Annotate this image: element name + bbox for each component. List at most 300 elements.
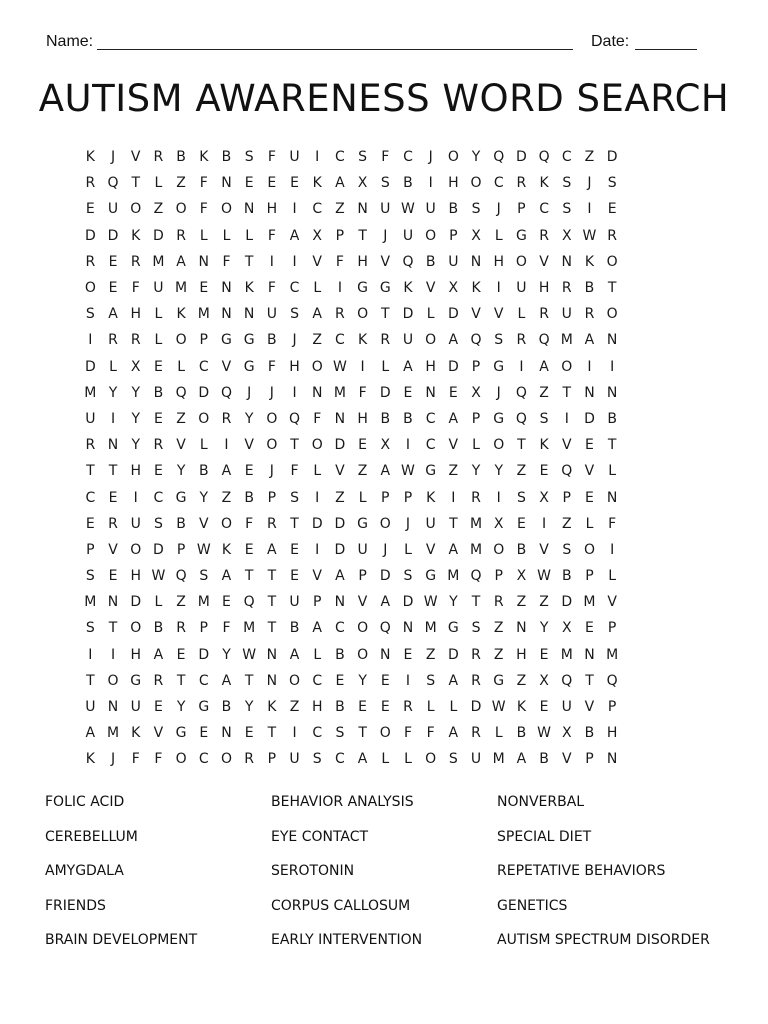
grid-cell[interactable]: E [85, 515, 95, 532]
grid-cell[interactable]: V [561, 437, 572, 454]
grid-cell[interactable]: Z [221, 489, 232, 506]
grid-cell[interactable]: E [153, 463, 163, 480]
grid-cell[interactable]: I [292, 201, 297, 218]
grid-cell[interactable]: F [222, 620, 231, 637]
grid-cell[interactable]: Q [515, 410, 527, 427]
grid-cell[interactable]: R [221, 410, 232, 427]
grid-cell[interactable]: E [108, 489, 118, 506]
grid-cell[interactable]: N [266, 646, 278, 663]
grid-cell[interactable]: U [402, 332, 414, 349]
grid-cell[interactable]: T [517, 437, 526, 454]
grid-cell[interactable]: B [335, 646, 345, 663]
grid-cell[interactable]: Q [379, 620, 391, 637]
grid-cell[interactable]: Z [584, 149, 595, 166]
grid-cell[interactable]: L [494, 227, 503, 244]
grid-cell[interactable]: Q [515, 384, 527, 401]
grid-cell[interactable]: Y [131, 384, 140, 401]
grid-cell[interactable]: D [379, 384, 391, 401]
grid-cell[interactable]: T [131, 175, 140, 192]
grid-cell[interactable]: J [110, 751, 116, 768]
grid-cell[interactable]: N [221, 175, 232, 192]
grid-cell[interactable]: K [221, 541, 232, 558]
grid-cell[interactable]: B [516, 725, 527, 742]
grid-cell[interactable]: W [401, 463, 415, 480]
grid-cell[interactable]: O [266, 410, 278, 427]
grid-cell[interactable]: E [267, 175, 277, 192]
grid-cell[interactable]: O [561, 358, 573, 375]
grid-cell[interactable]: A [312, 620, 322, 637]
grid-cell[interactable]: U [130, 699, 141, 716]
grid-cell[interactable]: Z [176, 594, 186, 611]
grid-cell[interactable]: X [471, 384, 481, 401]
grid-cell[interactable]: U [289, 594, 300, 611]
grid-cell[interactable]: K [199, 149, 209, 166]
grid-cell[interactable]: E [153, 699, 163, 716]
grid-cell[interactable]: N [606, 751, 618, 768]
grid-cell[interactable]: J [292, 332, 297, 349]
grid-cell[interactable]: K [584, 253, 595, 270]
grid-cell[interactable]: R [108, 515, 118, 532]
grid-cell[interactable]: F [403, 725, 412, 742]
grid-cell[interactable]: H [448, 175, 459, 192]
grid-cell[interactable]: N [606, 489, 618, 506]
grid-cell[interactable]: Z [335, 489, 345, 506]
grid-cell[interactable]: P [471, 410, 481, 427]
grid-cell[interactable]: J [496, 384, 501, 401]
grid-cell[interactable]: N [334, 410, 346, 427]
grid-cell[interactable]: S [199, 568, 209, 585]
grid-cell[interactable]: Q [402, 253, 414, 270]
grid-cell[interactable]: V [244, 437, 254, 454]
grid-cell[interactable]: H [538, 280, 550, 297]
grid-cell[interactable]: E [358, 699, 368, 716]
grid-cell[interactable]: L [313, 280, 322, 297]
grid-cell[interactable]: C [153, 489, 164, 506]
grid-cell[interactable]: A [289, 227, 300, 244]
grid-cell[interactable]: E [607, 201, 617, 218]
grid-cell[interactable]: V [493, 306, 504, 323]
grid-cell[interactable]: X [471, 227, 481, 244]
grid-cell[interactable]: H [289, 358, 300, 375]
grid-cell[interactable]: V [607, 594, 617, 611]
grid-cell[interactable]: D [153, 541, 164, 558]
grid-cell[interactable]: A [448, 725, 459, 742]
grid-cell[interactable]: S [471, 201, 481, 218]
grid-cell[interactable]: U [266, 306, 277, 323]
grid-cell[interactable]: R [516, 175, 527, 192]
grid-cell[interactable]: I [542, 515, 547, 532]
grid-cell[interactable]: N [380, 646, 391, 663]
grid-cell[interactable]: L [154, 175, 163, 192]
grid-cell[interactable]: K [131, 227, 141, 244]
grid-cell[interactable]: C [198, 751, 209, 768]
grid-cell[interactable]: D [334, 541, 346, 558]
grid-cell[interactable]: B [584, 280, 595, 297]
grid-cell[interactable]: T [86, 672, 95, 689]
grid-cell[interactable]: Q [243, 594, 255, 611]
grid-cell[interactable]: E [108, 280, 118, 297]
grid-cell[interactable]: N [266, 672, 278, 689]
grid-cell[interactable]: S [426, 672, 436, 689]
grid-cell[interactable]: M [469, 541, 483, 558]
grid-cell[interactable]: E [403, 646, 413, 663]
grid-cell[interactable]: V [539, 253, 549, 270]
grid-cell[interactable]: S [516, 489, 526, 506]
grid-cell[interactable]: E [516, 515, 526, 532]
grid-cell[interactable]: L [404, 541, 412, 558]
grid-cell[interactable]: V [584, 463, 595, 480]
grid-cell[interactable]: P [517, 201, 526, 218]
grid-cell[interactable]: P [471, 358, 481, 375]
grid-cell[interactable]: R [493, 594, 504, 611]
grid-cell[interactable]: R [471, 489, 481, 506]
grid-cell[interactable]: Y [494, 463, 503, 480]
grid-cell[interactable]: M [606, 646, 619, 663]
grid-cell[interactable]: S [244, 149, 254, 166]
grid-cell[interactable]: E [585, 489, 594, 506]
grid-cell[interactable]: L [472, 437, 480, 454]
grid-cell[interactable]: I [292, 384, 297, 401]
grid-cell[interactable]: D [561, 594, 573, 611]
grid-cell[interactable]: V [176, 437, 186, 454]
grid-cell[interactable]: N [561, 253, 573, 270]
grid-cell[interactable]: Z [539, 384, 549, 401]
grid-cell[interactable]: P [403, 489, 413, 506]
grid-cell[interactable]: S [562, 541, 572, 558]
grid-cell[interactable]: J [383, 541, 388, 558]
grid-cell[interactable]: F [290, 463, 299, 480]
grid-cell[interactable]: J [587, 175, 592, 192]
grid-cell[interactable]: B [403, 410, 413, 427]
grid-cell[interactable]: R [516, 332, 527, 349]
grid-cell[interactable]: C [425, 410, 436, 427]
grid-cell[interactable]: R [108, 332, 118, 349]
grid-cell[interactable]: F [608, 515, 617, 532]
grid-cell[interactable]: A [403, 358, 413, 375]
grid-cell[interactable]: L [404, 751, 412, 768]
grid-cell[interactable]: G [243, 332, 255, 349]
grid-cell[interactable]: E [222, 594, 231, 611]
grid-cell[interactable]: K [539, 437, 549, 454]
grid-cell[interactable]: Y [108, 384, 118, 401]
grid-cell[interactable]: U [289, 751, 300, 768]
grid-cell[interactable]: Y [199, 489, 209, 506]
grid-cell[interactable]: C [198, 672, 209, 689]
grid-cell[interactable]: E [290, 568, 299, 585]
grid-cell[interactable]: I [88, 332, 93, 349]
grid-cell[interactable]: L [358, 489, 367, 506]
grid-cell[interactable]: G [425, 568, 437, 585]
grid-cell[interactable]: C [335, 620, 345, 637]
grid-cell[interactable]: S [539, 410, 549, 427]
grid-cell[interactable]: V [312, 568, 322, 585]
grid-cell[interactable]: Z [335, 201, 345, 218]
grid-cell[interactable]: D [516, 149, 527, 166]
grid-cell[interactable]: U [85, 410, 96, 427]
grid-cell[interactable]: P [176, 541, 186, 558]
grid-cell[interactable]: L [517, 306, 526, 323]
grid-cell[interactable]: U [561, 306, 572, 323]
grid-cell[interactable]: B [221, 699, 232, 716]
grid-cell[interactable]: N [311, 384, 323, 401]
grid-cell[interactable]: L [494, 725, 503, 742]
grid-cell[interactable]: L [222, 227, 231, 244]
grid-cell[interactable]: H [266, 201, 278, 218]
grid-cell[interactable]: H [130, 568, 141, 585]
grid-cell[interactable]: P [312, 594, 322, 611]
grid-cell[interactable]: P [381, 489, 390, 506]
grid-cell[interactable]: K [539, 175, 549, 192]
grid-cell[interactable]: A [289, 646, 300, 663]
grid-cell[interactable]: M [447, 568, 460, 585]
grid-cell[interactable]: E [448, 384, 458, 401]
grid-cell[interactable]: O [357, 306, 369, 323]
grid-cell[interactable]: I [564, 410, 569, 427]
grid-cell[interactable]: A [448, 541, 459, 558]
grid-cell[interactable]: L [199, 437, 208, 454]
grid-cell[interactable]: L [426, 699, 435, 716]
date-blank-line[interactable] [635, 49, 697, 50]
grid-cell[interactable]: R [471, 725, 481, 742]
grid-cell[interactable]: W [491, 699, 506, 716]
grid-cell[interactable]: R [85, 175, 96, 192]
grid-cell[interactable]: X [539, 672, 549, 689]
grid-cell[interactable]: I [292, 253, 297, 270]
grid-cell[interactable]: I [88, 646, 93, 663]
grid-cell[interactable]: O [515, 253, 527, 270]
grid-cell[interactable]: W [537, 725, 552, 742]
grid-cell[interactable]: J [247, 384, 252, 401]
grid-cell[interactable]: A [448, 410, 459, 427]
grid-cell[interactable]: Q [175, 384, 187, 401]
grid-cell[interactable]: L [381, 358, 390, 375]
grid-cell[interactable]: I [269, 253, 274, 270]
grid-cell[interactable]: E [539, 646, 549, 663]
grid-cell[interactable]: Z [516, 594, 527, 611]
grid-cell[interactable]: I [519, 358, 524, 375]
grid-cell[interactable]: G [447, 620, 459, 637]
grid-cell[interactable]: P [335, 227, 345, 244]
grid-cell[interactable]: N [584, 384, 595, 401]
grid-cell[interactable]: E [244, 725, 254, 742]
grid-cell[interactable]: K [85, 149, 95, 166]
grid-cell[interactable]: P [449, 227, 458, 244]
grid-cell[interactable]: W [151, 568, 166, 585]
grid-cell[interactable]: L [426, 306, 435, 323]
grid-cell[interactable]: H [516, 646, 527, 663]
grid-cell[interactable]: H [357, 410, 368, 427]
grid-cell[interactable]: J [110, 149, 116, 166]
grid-cell[interactable]: Y [176, 699, 186, 716]
grid-cell[interactable]: F [245, 515, 254, 532]
grid-cell[interactable]: Z [539, 594, 549, 611]
grid-cell[interactable]: D [334, 437, 346, 454]
grid-cell[interactable]: E [290, 541, 299, 558]
grid-cell[interactable]: Q [175, 568, 187, 585]
grid-cell[interactable]: C [561, 149, 572, 166]
grid-cell[interactable]: C [198, 358, 209, 375]
grid-cell[interactable]: U [85, 699, 96, 716]
grid-cell[interactable]: Q [561, 463, 573, 480]
grid-cell[interactable]: L [449, 699, 458, 716]
grid-cell[interactable]: Y [131, 410, 140, 427]
grid-cell[interactable]: Y [244, 699, 254, 716]
grid-cell[interactable]: I [428, 175, 433, 192]
grid-cell[interactable]: T [607, 437, 617, 454]
grid-cell[interactable]: C [312, 725, 323, 742]
grid-cell[interactable]: T [290, 437, 299, 454]
grid-cell[interactable]: O [130, 201, 142, 218]
grid-cell[interactable]: A [380, 594, 391, 611]
grid-cell[interactable]: J [496, 201, 501, 218]
grid-cell[interactable]: B [448, 201, 459, 218]
grid-cell[interactable]: Z [153, 201, 164, 218]
grid-cell[interactable]: T [449, 515, 458, 532]
grid-cell[interactable]: K [176, 306, 186, 323]
grid-cell[interactable]: O [130, 620, 142, 637]
grid-cell[interactable]: H [130, 646, 141, 663]
grid-cell[interactable]: N [606, 384, 618, 401]
grid-cell[interactable]: U [425, 515, 436, 532]
grid-cell[interactable]: N [357, 201, 368, 218]
grid-cell[interactable]: I [110, 410, 116, 427]
grid-cell[interactable]: V [221, 358, 232, 375]
grid-cell[interactable]: S [562, 175, 572, 192]
grid-cell[interactable]: R [403, 699, 413, 716]
grid-cell[interactable]: C [335, 751, 345, 768]
grid-cell[interactable]: Q [493, 149, 505, 166]
grid-cell[interactable]: V [584, 699, 595, 716]
grid-cell[interactable]: D [198, 384, 210, 401]
grid-cell[interactable]: S [358, 149, 368, 166]
grid-cell[interactable]: P [86, 541, 95, 558]
grid-cell[interactable]: E [539, 699, 549, 716]
grid-cell[interactable]: X [561, 620, 572, 637]
grid-cell[interactable]: H [357, 253, 368, 270]
grid-cell[interactable]: V [198, 515, 209, 532]
grid-cell[interactable]: G [198, 699, 210, 716]
grid-cell[interactable]: W [537, 568, 552, 585]
grid-cell[interactable]: Q [289, 410, 301, 427]
grid-cell[interactable]: P [607, 699, 617, 716]
grid-cell[interactable]: L [585, 515, 594, 532]
grid-cell[interactable]: J [428, 149, 433, 166]
grid-cell[interactable]: B [403, 175, 413, 192]
grid-cell[interactable]: E [290, 175, 299, 192]
grid-cell[interactable]: X [312, 227, 323, 244]
grid-cell[interactable]: U [107, 201, 119, 218]
grid-cell[interactable]: U [402, 227, 414, 244]
grid-cell[interactable]: O [198, 410, 210, 427]
grid-cell[interactable]: R [153, 672, 164, 689]
grid-cell[interactable]: V [130, 149, 141, 166]
grid-cell[interactable]: F [381, 149, 390, 166]
grid-cell[interactable]: S [290, 306, 299, 323]
grid-cell[interactable]: Q [538, 332, 550, 349]
grid-cell[interactable]: S [85, 620, 95, 637]
grid-cell[interactable]: F [199, 201, 208, 218]
grid-cell[interactable]: P [267, 751, 277, 768]
grid-cell[interactable]: S [153, 515, 163, 532]
grid-cell[interactable]: O [606, 306, 618, 323]
grid-cell[interactable]: D [470, 699, 482, 716]
grid-cell[interactable]: T [267, 620, 277, 637]
grid-cell[interactable]: Y [539, 620, 549, 637]
grid-cell[interactable]: I [315, 149, 320, 166]
grid-cell[interactable]: D [606, 149, 618, 166]
grid-cell[interactable]: Z [425, 646, 436, 663]
grid-cell[interactable]: A [221, 463, 232, 480]
grid-cell[interactable]: V [153, 725, 164, 742]
grid-cell[interactable]: A [108, 306, 118, 323]
grid-cell[interactable]: R [153, 437, 164, 454]
grid-cell[interactable]: E [358, 437, 368, 454]
grid-cell[interactable]: H [311, 699, 323, 716]
grid-cell[interactable]: S [335, 725, 345, 742]
grid-cell[interactable]: A [516, 751, 527, 768]
grid-cell[interactable]: G [357, 515, 369, 532]
grid-cell[interactable]: U [470, 751, 482, 768]
grid-cell[interactable]: S [448, 751, 458, 768]
grid-cell[interactable]: P [267, 489, 277, 506]
grid-cell[interactable]: X [357, 175, 368, 192]
grid-cell[interactable]: R [584, 306, 595, 323]
grid-cell[interactable]: U [516, 280, 527, 297]
grid-cell[interactable]: O [107, 672, 119, 689]
grid-cell[interactable]: N [606, 332, 618, 349]
grid-cell[interactable]: E [335, 672, 345, 689]
grid-cell[interactable]: E [85, 201, 95, 218]
grid-cell[interactable]: F [267, 280, 276, 297]
grid-cell[interactable]: T [176, 672, 186, 689]
grid-cell[interactable]: D [153, 227, 164, 244]
grid-cell[interactable]: A [312, 306, 322, 323]
grid-cell[interactable]: C [312, 672, 323, 689]
grid-cell[interactable]: R [335, 306, 345, 323]
grid-cell[interactable]: E [380, 672, 390, 689]
grid-cell[interactable]: V [312, 253, 322, 270]
grid-cell[interactable]: P [585, 751, 594, 768]
grid-cell[interactable]: R [130, 332, 141, 349]
grid-cell[interactable]: Y [471, 463, 481, 480]
grid-cell[interactable]: K [85, 751, 95, 768]
grid-cell[interactable]: T [267, 725, 277, 742]
grid-cell[interactable]: H [130, 306, 141, 323]
grid-cell[interactable]: M [560, 646, 573, 663]
grid-cell[interactable]: W [196, 541, 211, 558]
grid-cell[interactable]: B [380, 410, 391, 427]
grid-cell[interactable]: Q [538, 149, 550, 166]
grid-cell[interactable]: E [244, 541, 254, 558]
grid-cell[interactable]: B [425, 253, 436, 270]
grid-cell[interactable]: D [379, 568, 391, 585]
grid-cell[interactable]: Q [606, 672, 618, 689]
grid-cell[interactable]: I [315, 541, 320, 558]
grid-cell[interactable]: U [289, 149, 300, 166]
grid-cell[interactable]: T [562, 384, 572, 401]
grid-cell[interactable]: R [176, 620, 186, 637]
name-blank-line[interactable] [97, 49, 573, 50]
grid-cell[interactable]: X [561, 227, 572, 244]
grid-cell[interactable]: M [152, 253, 165, 270]
grid-cell[interactable]: M [469, 515, 483, 532]
grid-cell[interactable]: N [402, 620, 414, 637]
grid-cell[interactable]: C [85, 489, 96, 506]
grid-cell[interactable]: A [448, 332, 459, 349]
grid-cell[interactable]: O [493, 437, 505, 454]
grid-cell[interactable]: O [447, 149, 459, 166]
grid-cell[interactable]: V [335, 463, 345, 480]
